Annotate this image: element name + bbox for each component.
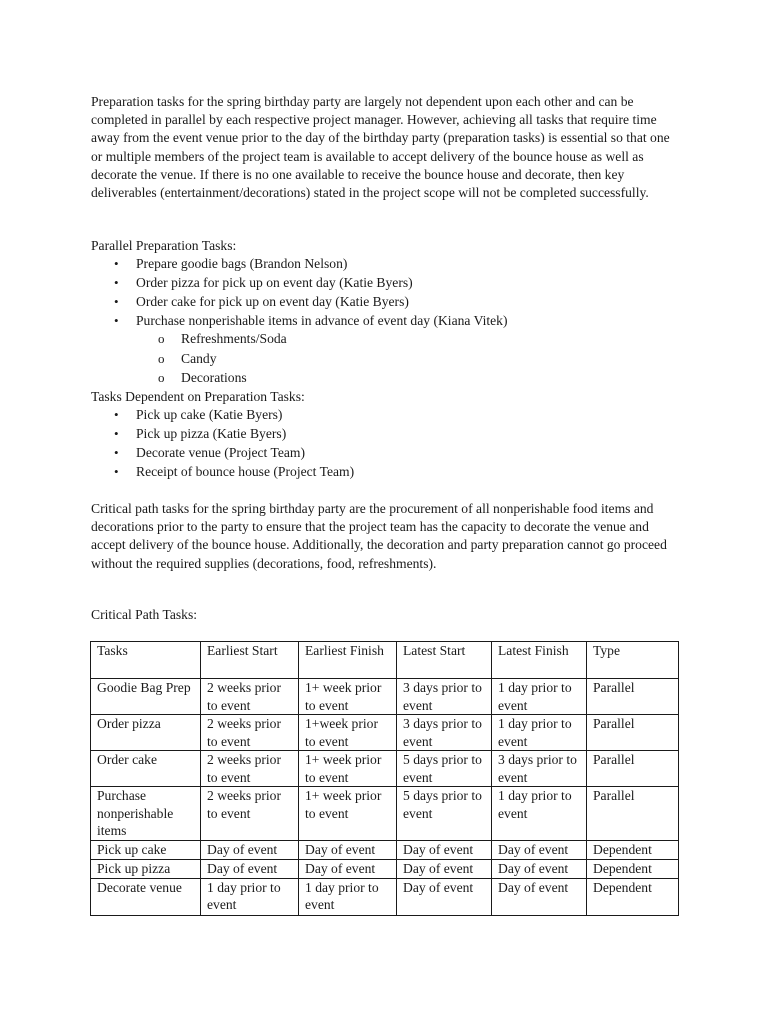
table-cell: Order pizza	[91, 715, 201, 751]
table-header-cell: Latest Finish	[492, 642, 587, 679]
circle-bullet-icon: o	[158, 350, 165, 366]
table-cell: Day of event	[397, 878, 492, 915]
list-item	[0, 425, 354, 444]
table-cell: 2 weeks prior to event	[201, 679, 299, 715]
list-item-text: Decorate venue (Project Team)	[136, 444, 306, 460]
critical-path-table	[90, 641, 679, 916]
sub-list-item	[0, 330, 287, 350]
table-cell: Day of event	[201, 840, 299, 859]
table-header-row	[91, 642, 679, 679]
intro-paragraph: Preparation tasks for the spring birthday party are largely not dependent upon each other and can be completed in parallel by each respective project manager. However, achieving all tasks that require time away from the event venue prior to the day of the birthday party (preparation tasks) is essential so that one or multiple members of the project team is available to accept delivery of the bounce house as well as decorate the venue. If there is no one available to receive the bounce house and decorate, then key deliverables (entertainment/decorations) stated in the project scope will not be completed successfully.	[91, 94, 670, 201]
critical-path-heading: Critical Path Tasks:	[91, 607, 198, 622]
table-row	[91, 715, 679, 751]
table-cell: Dependent	[587, 878, 679, 915]
table-cell: Parallel	[587, 787, 679, 841]
sub-list-item	[0, 350, 287, 370]
table-cell: 2 weeks prior to event	[201, 715, 299, 751]
table-cell: Day of event	[397, 840, 492, 859]
circle-bullet-icon: o	[158, 331, 165, 346]
table-cell: Day of event	[201, 859, 299, 878]
table-row	[91, 859, 679, 878]
table-cell: 5 days prior to event	[397, 751, 492, 787]
bullet-icon: •	[114, 463, 119, 479]
table-cell: Day of event	[299, 840, 397, 859]
list-item	[0, 274, 508, 293]
bullet-icon: •	[114, 312, 119, 328]
list-item	[0, 312, 508, 331]
table-cell: Dependent	[587, 840, 679, 859]
list-item	[0, 255, 508, 274]
table-cell: Pick up cake	[91, 840, 201, 859]
table-cell: Day of event	[492, 859, 587, 878]
table-cell: 3 days prior to event	[492, 751, 587, 787]
list-item-text: Receipt of bounce house (Project Team)	[136, 463, 355, 479]
bullet-icon: •	[114, 425, 119, 441]
bullet-icon: •	[114, 444, 119, 460]
bullet-icon: •	[114, 256, 119, 271]
table-cell: 3 days prior to event	[397, 679, 492, 715]
table-cell: Decorate venue	[91, 878, 201, 915]
dependent-tasks-list	[0, 406, 354, 482]
table-cell: Order cake	[91, 751, 201, 787]
bullet-icon: •	[114, 274, 119, 290]
table-cell: 1 day prior to event	[492, 679, 587, 715]
sub-list-item	[0, 369, 287, 389]
table-row	[91, 679, 679, 715]
parallel-tasks-heading: Parallel Preparation Tasks:	[91, 238, 237, 253]
table-cell: 1+ week prior to event	[299, 787, 397, 841]
table-cell: Goodie Bag Prep	[91, 679, 201, 715]
table-cell: 1 day prior to event	[201, 878, 299, 915]
table-cell: 1+ week prior to event	[299, 679, 397, 715]
table-cell: Dependent	[587, 859, 679, 878]
list-item-text: Prepare goodie bags (Brandon Nelson)	[136, 256, 348, 271]
table-cell: Parallel	[587, 751, 679, 787]
table-header-cell: Latest Start	[397, 642, 492, 679]
list-item-text: Pick up pizza (Katie Byers)	[136, 425, 287, 441]
critical-path-paragraph: Critical path tasks for the spring birthday party are the procurement of all nonperishable food items and decorations prior to the party to ensure that the project team has the capacity to decorate the venue and accept delivery of the bounce house. Additionally, the decoration and party preparation cannot go proceed without the required supplies (decorations, food, refreshments).	[91, 501, 667, 571]
table-row	[91, 751, 679, 787]
table-cell: Day of event	[397, 859, 492, 878]
table-row	[91, 840, 679, 859]
dependent-tasks-heading: Tasks Dependent on Preparation Tasks:	[91, 389, 305, 404]
list-item-text: Order pizza for pick up on event day (Katie Byers)	[136, 274, 413, 290]
bullet-icon: •	[114, 293, 119, 309]
table-cell: Pick up pizza	[91, 859, 201, 878]
list-item	[0, 463, 354, 482]
table-cell: Parallel	[587, 679, 679, 715]
table-cell: Day of event	[492, 840, 587, 859]
table-cell: Day of event	[492, 878, 587, 915]
list-item	[0, 293, 508, 312]
circle-bullet-icon: o	[158, 370, 165, 385]
list-item-text: Candy	[181, 350, 217, 366]
table-cell: 5 days prior to event	[397, 787, 492, 841]
list-item	[0, 406, 354, 425]
nonperishable-sublist	[0, 330, 287, 389]
bullet-icon: •	[114, 407, 119, 422]
list-item	[0, 444, 354, 463]
table-row	[91, 878, 679, 915]
table-cell: 1 day prior to event	[492, 715, 587, 751]
table-header-cell: Earliest Start	[201, 642, 299, 679]
table-cell: 3 days prior to event	[397, 715, 492, 751]
table-cell: 1+ week prior to event	[299, 751, 397, 787]
table-cell: Purchase nonperishable items	[91, 787, 201, 841]
table-cell: Parallel	[587, 715, 679, 751]
list-item-text: Pick up cake (Katie Byers)	[136, 407, 283, 422]
table-header-cell: Tasks	[91, 642, 201, 679]
list-item-text: Order cake for pick up on event day (Katie Byers)	[136, 293, 409, 309]
table-cell: 2 weeks prior to event	[201, 787, 299, 841]
table-cell: 1 day prior to event	[299, 878, 397, 915]
list-item-text: Decorations	[181, 370, 247, 385]
table-cell: 2 weeks prior to event	[201, 751, 299, 787]
table-cell: 1 day prior to event	[492, 787, 587, 841]
list-item-text: Purchase nonperishable items in advance of event day (Kiana Vitek)	[136, 312, 508, 328]
table-cell: Day of event	[299, 859, 397, 878]
parallel-tasks-list	[0, 255, 508, 331]
table-header-cell: Type	[587, 642, 679, 679]
list-item-text: Refreshments/Soda	[181, 331, 287, 346]
table-header-cell: Earliest Finish	[299, 642, 397, 679]
table-cell: 1+week prior to event	[299, 715, 397, 751]
table-row	[91, 787, 679, 841]
